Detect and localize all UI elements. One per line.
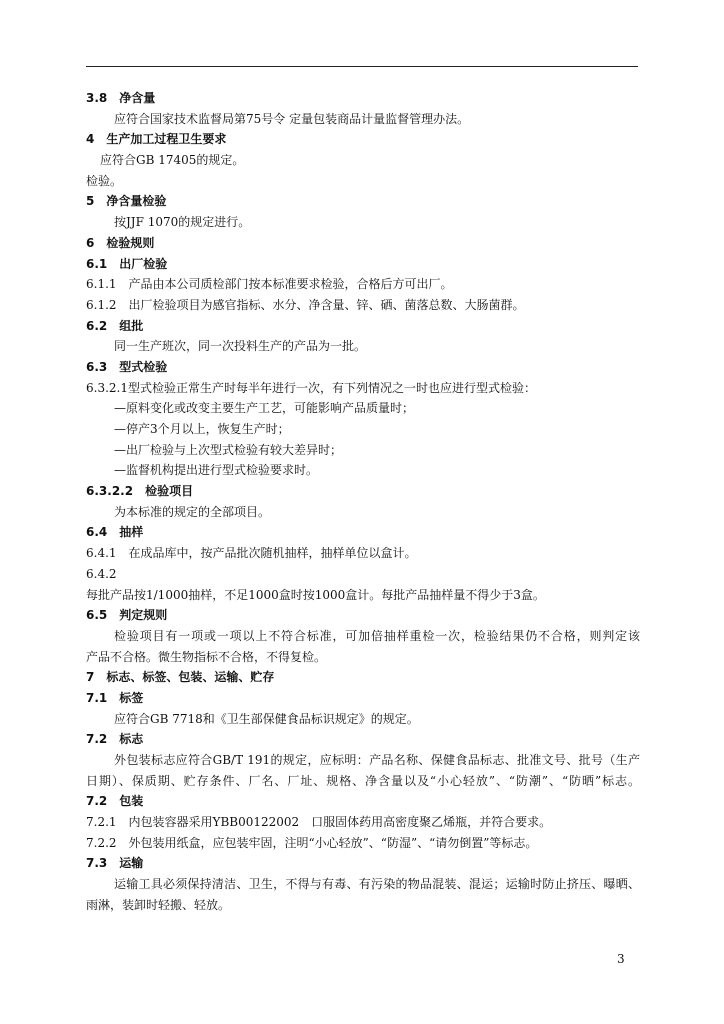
text-line: —监督机构提出进行型式检验要求时。	[114, 463, 319, 478]
text-line: 日期）、保质期、贮存条件、厂名、厂址、规格、净含量以及“小心轻放”、“防潮”、“防晒”标志。	[86, 773, 640, 788]
text-line: 产品不合格。微生物指标不合格，不得复检。	[86, 649, 327, 664]
text-line: 检验项目有一项或一项以上不符合标准，可加倍抽样重检一次，检验结果仍不合格，则判定该	[114, 628, 640, 643]
section-heading: 6.5 判定规则	[86, 608, 168, 623]
document-body	[86, 88, 640, 916]
section-heading: 6.4 抽样	[86, 525, 144, 540]
section-heading: 6.3 型式检验	[86, 359, 168, 374]
text-line: 每批产品按1/1000抽样，不足1000盒时按1000盒计。每批产品抽样量不得少于3盒。	[86, 587, 545, 602]
page-number: 3	[617, 952, 625, 966]
text-line: 为本标准的规定的全部项目。	[114, 504, 271, 519]
text-line: 运输工具必须保持清洁、卫生，不得与有毒、有污染的物品混装、混运；运输时防止挤压、曝晒、	[114, 877, 640, 892]
section-heading: 6 检验规则	[86, 235, 155, 250]
section-heading: 6.1 出厂检验	[86, 256, 168, 271]
text-line: 6.1.2 出厂检验项目为感官指标、水分、净含量、锌、硒、菌落总数、大肠菌群。	[86, 297, 525, 312]
text-line: 7.2.1 内包装容器采用YBB00122002 口服固体药用高密度聚乙烯瓶，并符合要求。	[86, 815, 552, 830]
text-line: 6.4.2	[86, 566, 117, 581]
text-line: —出厂检验与上次型式检验有较大差异时；	[114, 442, 343, 457]
section-heading: 6.3.2.2 检验项目	[86, 484, 194, 499]
section-heading: 6.2 组批	[86, 318, 144, 333]
header-rule	[86, 66, 638, 67]
text-line: 雨淋，装卸时轻搬、轻放。	[86, 897, 231, 912]
text-line: 6.1.1 产品由本公司质检部门按本标准要求检验，合格后方可出厂。	[86, 277, 453, 292]
text-line: 检验。	[86, 173, 123, 188]
text-line: 外包装标志应符合GB/T 191的规定，应标明：产品名称、保健食品标志、批准文号、批号（生产	[114, 753, 640, 767]
text-line: 应符合国家技术监督局第75号令 定量包装商品计量监督管理办法。	[114, 111, 470, 126]
text-line: 按JJF 1070的规定进行。	[114, 215, 251, 230]
section-heading: 7.2 包装	[86, 794, 144, 809]
text-line: 应符合GB 17405的规定。	[100, 153, 245, 168]
section-heading: 7.3 运输	[86, 856, 144, 871]
section-heading: 7.1 标签	[86, 690, 144, 705]
section-heading: 4 生产加工过程卫生要求	[86, 132, 227, 147]
text-line: 6.4.1 在成品库中，按产品批次随机抽样，抽样单位以盒计。	[86, 546, 417, 561]
section-heading: 3.8 净含量	[86, 91, 156, 105]
text-line: 同一生产班次，同一次投料生产的产品为一批。	[114, 339, 367, 354]
section-heading: 7 标志、标签、包装、运输、贮存	[86, 670, 275, 685]
text-line: 应符合GB 7718和《卫生部保健食品标识规定》的规定。	[114, 711, 419, 726]
text-line: —停产3个月以上，恢复生产时；	[114, 422, 290, 436]
text-line: —原料变化或改变主要生产工艺，可能影响产品质量时；	[114, 401, 415, 416]
section-heading: 7.2 标志	[86, 732, 144, 747]
text-line: 7.2.2 外包装用纸盒，应包装牢固，注明“小心轻放”、“防湿”、“请勿倒置”等标志。	[86, 835, 538, 850]
text-line: 6.3.2.1型式检验正常生产时每半年进行一次，有下列情况之一时也应进行型式检验：	[86, 380, 536, 395]
section-heading: 5 净含量检验	[86, 194, 167, 209]
